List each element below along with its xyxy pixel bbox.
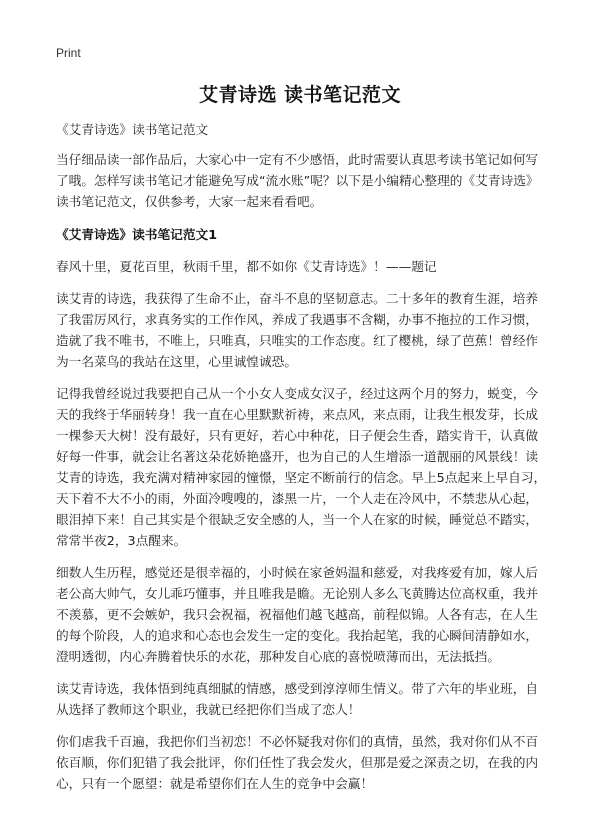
body-paragraph: 读艾青的诗选，我获得了生命不止，奋斗不息的坚韧意志。二十多年的教育生涯，培养了我雷厉风行，求真务实的工作作风，养成了我遇事不含糊，办事不拖拉的工作习惯，造就了我不唯书，不唯上，只唯真，只唯实的工作态度。红了樱桃，绿了芭蕉！曾经作为一名菜鸟的我站在这里，心里诚惶诚恐。 bbox=[56, 291, 539, 369]
body-paragraph: 读艾青诗选，我体悟到纯真细腻的情感，感受到淳淳师生情义。带了六年的毕业班，自从选择了教师这个职业，我就已经把你们当成了恋人！ bbox=[56, 681, 539, 717]
body-paragraph: 记得我曾经说过我要把自己从一个小女人变成女汉子，经过这两个月的努力，蜕变，今天的我终于华丽转身！我一直在心里默默祈祷，来点风，来点雨，让我生根发芽，长成一棵参天大树！没有最好，只有更好，若心中种花，日子便会生香，踏实肯干，认真做好每一件事，就会让名著这朵花娇艳盛开，也为自己的人生增添一道靓丽的风景线！读艾青的诗选，我充满对精神家园的憧憬，坚定不断前行的信念。早上5点起来上早自习，天下着不大不小的雨，外面冷嗖嗖的，漆黑一片，一个人走在冷风中，不禁悲从心起，眼泪掉下来！自己其实是个很缺乏安全感的人，当一个人在家的时候，睡觉总不踏实，常常半夜2，3点醒来。 bbox=[56, 386, 547, 548]
page-title: 艾青诗选 读书笔记范文 bbox=[198, 84, 402, 106]
intro-label: 《艾青诗选》读书笔记范文 bbox=[56, 122, 209, 137]
body-paragraph: 细数人生历程，感觉还是很幸福的，小时候在家爸妈温和慈爱，对我疼爱有加，嫁人后老公高大帅气，女儿乖巧懂事，并且唯我是瞻。无论别人多么飞黄腾达位高权重，我并不羡慕，更不会嫉妒，我只会祝福，祝福他们越飞越高，前程似锦。人各有志，在人生的每个阶段，人的追求和心态也会发生一定的变化。我抬起笔，我的心瞬间清静如水，澄明透彻，内心奔腾着快乐的水花，那种发自心底的喜悦喷薄而出，无法抵挡。 bbox=[56, 565, 539, 664]
epigraph: 春风十里，夏花百里，秋雨千里，都不如你《艾青诗选》！——题记 bbox=[56, 259, 437, 274]
section-heading: 《艾青诗选》读书笔记范文1 bbox=[56, 227, 218, 242]
article-body bbox=[56, 119, 548, 794]
print-link[interactable]: Print bbox=[56, 46, 81, 60]
lead-paragraph: 当仔细品读一部作品后，大家心中一定有不少感悟，此时需要认真思考读书笔记如何写了哦。怎样写读书笔记才能避免写成“流水账”呢？以下是小编精心整理的《艾青诗选》读书笔记范文，仅供参考，大家一起来看看吧。 bbox=[56, 152, 539, 209]
body-paragraph: 你们虐我千百遍，我把你们当初恋！不必怀疑我对你们的真情，虽然，我对你们从不百依百顺，你们犯错了我会批评，你们任性了我会发火，但那是爱之深责之切，在我的内心，只有一个愿望：就是希望你们在人生的竞争中会赢！ bbox=[56, 734, 539, 791]
